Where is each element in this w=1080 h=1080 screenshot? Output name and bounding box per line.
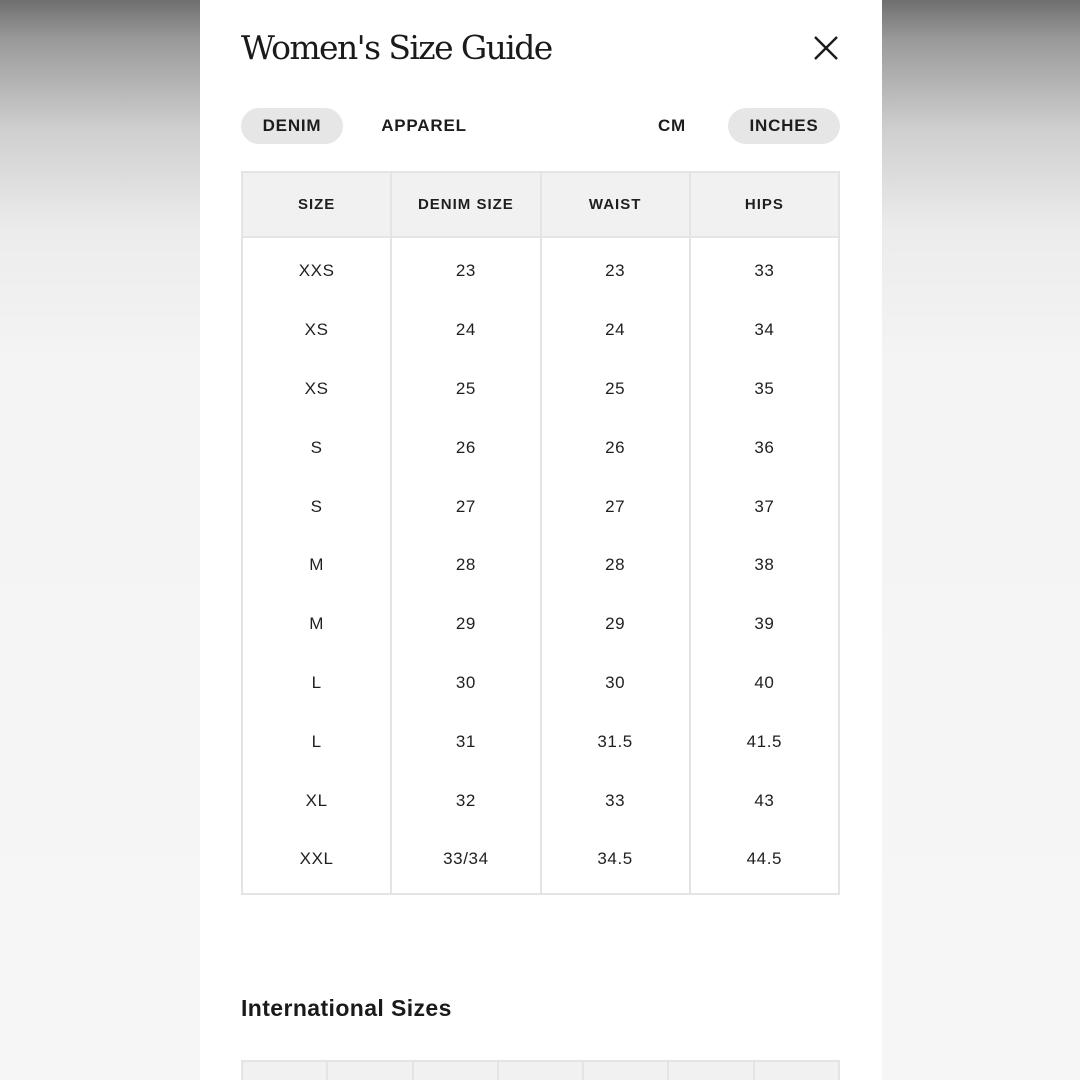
cell-waist: 23 [541,237,690,301]
international-sizes-heading: International Sizes [241,995,452,1021]
cell-denim-size: 28 [391,536,540,595]
table-row [242,360,839,419]
column-header-hips: HIPS [690,172,839,237]
table-row [242,301,839,360]
close-icon [812,34,840,62]
international-header-cell [584,1062,669,1080]
column-header-waist: WAIST [541,172,690,237]
cell-waist: 27 [541,477,690,536]
cell-waist: 25 [541,360,690,419]
cell-hips: 35 [690,360,839,419]
cell-waist: 26 [541,418,690,477]
column-header-size: SIZE [242,172,391,237]
cell-waist: 30 [541,654,690,713]
cell-hips: 37 [690,477,839,536]
cell-size: XS [242,301,391,360]
table-body [242,237,839,894]
cell-denim-size: 31 [391,712,540,771]
table-row [242,536,839,595]
size-guide-modal [200,0,882,1080]
international-size-table [241,1060,840,1080]
cell-hips: 38 [690,536,839,595]
cell-size: S [242,477,391,536]
cell-size: XXS [242,237,391,301]
tab-apparel[interactable]: APPAREL [381,116,467,135]
table-row [242,595,839,654]
unit-toggle-inches[interactable]: INCHES [728,108,840,144]
table-row [242,237,839,301]
cell-waist: 33 [541,771,690,830]
cell-waist: 29 [541,595,690,654]
close-button[interactable] [812,34,840,62]
cell-denim-size: 26 [391,418,540,477]
international-header-cell [755,1062,838,1080]
cell-size: XS [242,360,391,419]
cell-denim-size: 27 [391,477,540,536]
cell-hips: 40 [690,654,839,713]
table-row [242,418,839,477]
cell-hips: 34 [690,301,839,360]
cell-size: M [242,536,391,595]
cell-denim-size: 23 [391,237,540,301]
cell-size: M [242,595,391,654]
cell-hips: 39 [690,595,839,654]
international-header-cell [499,1062,584,1080]
international-header-cell [669,1062,754,1080]
cell-hips: 41.5 [690,712,839,771]
cell-hips: 44.5 [690,830,839,894]
cell-hips: 43 [690,771,839,830]
modal-title: Women's Size Guide [241,28,552,67]
table-row [242,712,839,771]
international-header-cell [414,1062,499,1080]
cell-denim-size: 25 [391,360,540,419]
international-header-cell [328,1062,413,1080]
cell-denim-size: 24 [391,301,540,360]
cell-size: L [242,654,391,713]
cell-waist: 34.5 [541,830,690,894]
cell-waist: 31.5 [541,712,690,771]
table-row [242,771,839,830]
unit-toggle-cm[interactable]: CM [657,116,687,135]
cell-hips: 33 [690,237,839,301]
cell-size: L [242,712,391,771]
cell-waist: 24 [541,301,690,360]
cell-denim-size: 30 [391,654,540,713]
table-row [242,654,839,713]
denim-size-table [241,171,840,895]
cell-size: XL [242,771,391,830]
international-header-cell [243,1062,328,1080]
cell-denim-size: 32 [391,771,540,830]
table-header-row [242,172,839,237]
cell-waist: 28 [541,536,690,595]
table-row [242,477,839,536]
tab-denim[interactable]: DENIM [241,108,343,144]
column-header-denim-size: DENIM SIZE [391,172,540,237]
cell-denim-size: 29 [391,595,540,654]
cell-hips: 36 [690,418,839,477]
table-row [242,830,839,894]
cell-denim-size: 33/34 [391,830,540,894]
cell-size: S [242,418,391,477]
cell-size: XXL [242,830,391,894]
